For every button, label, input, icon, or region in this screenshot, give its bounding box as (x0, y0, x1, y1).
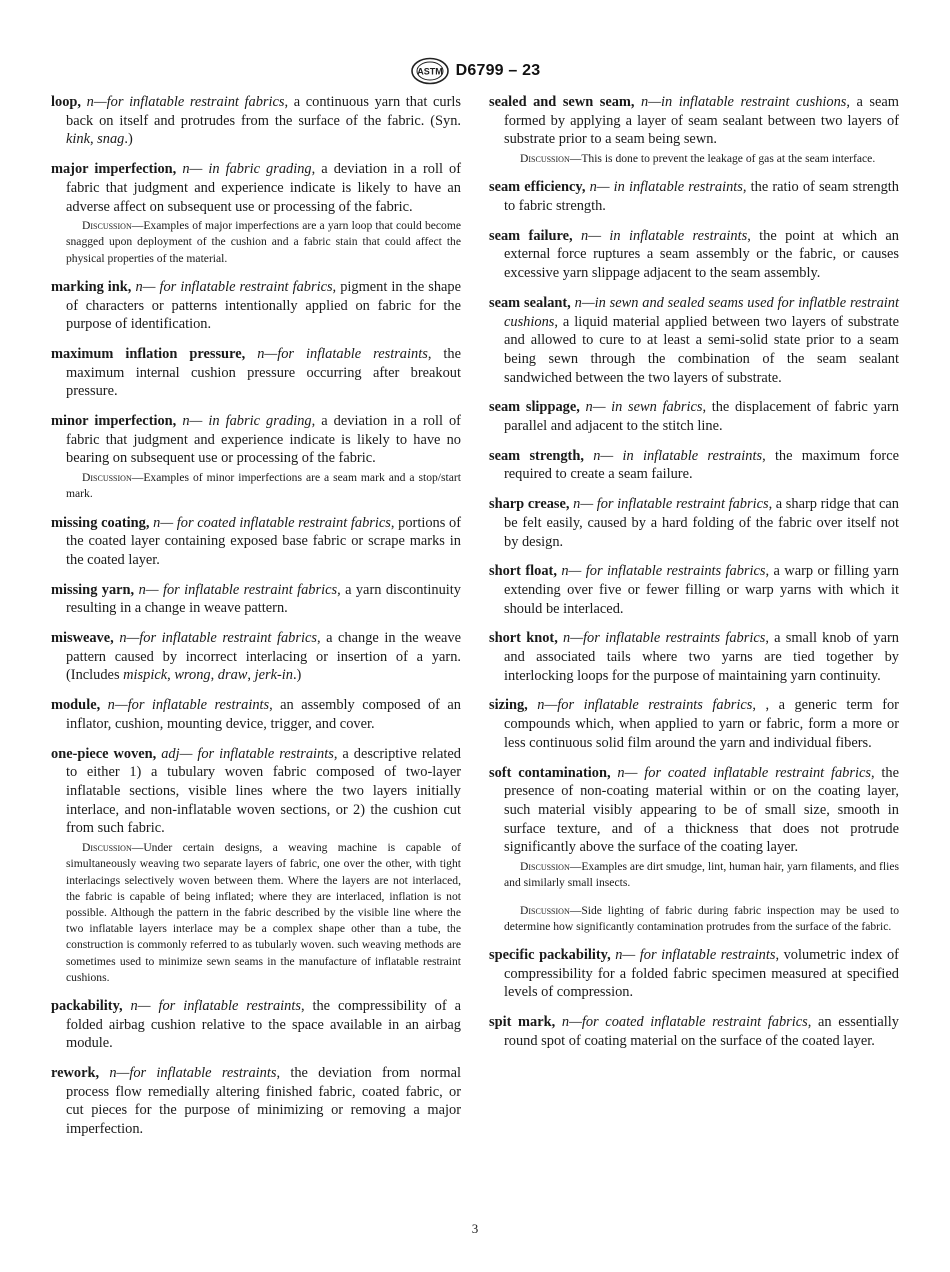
separator: , (247, 667, 255, 684)
qualifier: n— for coated inflatable restraint fabrics (617, 764, 871, 781)
definition: , , a generic term for compounds which, when applied to yarn or fabric, form a more or less continuous solid film around the yarn and individual fibers. (504, 697, 899, 751)
entry-sizing (489, 696, 899, 752)
right-column (489, 93, 899, 1061)
term: spit mark, (489, 1014, 556, 1031)
definition: , a yarn discontinuity resulting in a change in weave pattern. (66, 581, 461, 617)
term: missing yarn, (51, 581, 135, 598)
term: misweave, (51, 630, 114, 647)
page-header (0, 56, 950, 86)
entry-maximum-inflation-pressure (51, 345, 461, 401)
term: short float, (489, 563, 557, 580)
definition: , the point at which an external force ruptures a seam assembly or the fabric, or causes excessive yarn slippage adjacent to the seam assembly. (504, 227, 899, 282)
qualifier: n—for inflatable restraints (257, 345, 428, 362)
page-number: 3 (471, 1221, 479, 1236)
term: sealed and sewn seam, (489, 94, 635, 110)
qualifier: n—in sewn and sealed seams used for inflatble restraint cushions (504, 294, 899, 330)
term: sharp crease, (489, 496, 570, 513)
discussion-label: Discussion (520, 152, 570, 166)
entry-minor-imperfection (51, 412, 461, 468)
definition: , an essentially round spot of coating material on the surface of the coated layer. (504, 1014, 899, 1049)
document-designation: D6799 – 23 (455, 62, 541, 79)
definition: , a seam formed by applying a layer of seam sealant between two layers of substrate prior to a seam being sewn. (504, 94, 900, 148)
separator: , (210, 667, 218, 684)
entry-seam-sealant (489, 294, 899, 388)
separator: .) (124, 131, 133, 148)
qualifier: n— in sewn fabrics (585, 399, 703, 416)
definition: , a liquid material applied between two layers of substrate and allowed to cure to at least a semi-solid state prior to a seam being sewn through the combination of the seam sealant sandwiched between the two layers of substrate. (504, 313, 899, 386)
discussion-note (51, 470, 461, 502)
definition: pigment in the shape of characters or patterns intentionally applied on fabric for the purpose of identification. (66, 278, 462, 333)
term: seam sealant, (489, 294, 571, 311)
discussion-label: Discussion (82, 841, 132, 855)
entry-major-imperfection (51, 160, 461, 216)
discussion-label: Discussion (520, 860, 570, 874)
definition: , a descriptive related to either 1) a tubulary woven fabric composed of two-layer inflatable sections, visible lines where the two layers initially interlace, and non-inflatable woven sections, or 2) the cushion cut from such fabric. (66, 745, 461, 837)
term: one-piece woven, (51, 745, 157, 762)
qualifier: n— for inflatable restraint fabrics, (135, 278, 337, 295)
discussion-text: —Examples of minor imperfections are a seam mark and a stop/start mark. (66, 471, 461, 501)
term: loop, (51, 94, 81, 110)
qualifier: n—for coated inflatable restraint fabrics (561, 1014, 808, 1031)
qualifier: n— for coated inflatable restraint fabrics (153, 514, 391, 531)
definition: , volumetric index of compressibility for a folded fabric specimen measured at specified levels of compression. (504, 946, 899, 1001)
qualifier: n—in inflatable restraint cushions (641, 94, 847, 110)
term: packability, (51, 997, 123, 1014)
synonym: snag (97, 131, 125, 148)
astm-logo-icon (410, 57, 450, 85)
term: rework, (51, 1065, 100, 1082)
term: marking ink, (51, 278, 132, 295)
entry-seam-strength (489, 447, 899, 484)
qualifier: n— in inflatable restraints (589, 179, 743, 196)
term: seam failure, (489, 227, 573, 244)
entry-packability (51, 997, 461, 1053)
discussion-text: —Side lighting of fabric during fabric inspection may be used to determine how significantly contamination protrudes from the surface of the fabric. (504, 903, 899, 933)
qualifier: n—for inflatable restraints fabrics (563, 630, 766, 647)
discussion-text: —Under certain designs, a weaving machine is capable of simultaneously weaving two separate layers of fabric, one over the other, with tight interlacings selectively woven between them. Where the layers are not interlaced, the fabric is capable of being inflated; where they are interlaced, inflation is not possible. Although the pattern in the fabric described by the visible line where the two inflatable layers interlace may be a complex shape other than a tube, the construction is commonly referred to as tubularly woven. such weaving methods are sometimes used to minimize sewn seams in the manufacture of inflatable restraint cushions. (66, 841, 461, 984)
discussion-label: Discussion (82, 471, 132, 485)
definition: , a small knob of yarn and associated tails where two yarns are tied together by interlocking loops for the purpose of maintaining yarn continuity. (504, 630, 899, 684)
term: sizing, (489, 697, 528, 714)
entry-marking-ink (51, 278, 461, 334)
entry-missing-yarn (51, 581, 461, 618)
qualifier: adj— for inflatable restraints (161, 745, 334, 762)
separator: .) (292, 667, 302, 684)
term: seam strength, (489, 447, 584, 464)
definition: , the presence of non-coating material within or on the coating layer, such material visibly appearing to be of small size, smooth in surface texture, and of a thickness that does not protrude significantly above the surface of the coating layer. (504, 764, 899, 856)
qualifier: n— for inflatable restraints fabrics (561, 563, 766, 580)
discussion-note (489, 151, 899, 167)
qualifier: n— in fabric grading (182, 413, 312, 430)
term: maximum inflation pressure, (51, 345, 246, 362)
definition: , a continuous yarn that curls back on itself and protrudes from the surface of the fabric. (Syn. (66, 94, 461, 129)
qualifier: n—for inflatable restraint fabrics (86, 94, 285, 110)
entry-module (51, 696, 461, 733)
definition: , portions of the coated layer containing exposed base fabric or scrape marks in the coated layer. (66, 514, 461, 568)
discussion-note (489, 903, 899, 935)
definition: , an assembly composed of an inflator, cushion, mounting device, trigger, and cover. (66, 697, 461, 732)
entry-short-float (489, 562, 899, 618)
entry-seam-slippage (489, 398, 899, 435)
definition: , a change in the weave pattern caused by incorrect interlacing or insertion of a yarn. (Includes (66, 630, 461, 684)
separator: , (167, 667, 175, 684)
discussion-text: —This is done to prevent the leakage of gas at the seam interface. (569, 152, 876, 166)
definition: , a sharp ridge that can be felt easily, caused by a hard folding of the fabric over itself not by design. (504, 496, 899, 550)
term: major imperfection, (51, 161, 177, 178)
discussion-note (51, 218, 461, 267)
entry-short-knot (489, 629, 899, 685)
qualifier: n— for inflatable restraint fabrics (573, 496, 769, 513)
term: minor imperfection, (51, 413, 177, 430)
discussion-note (51, 840, 461, 986)
included-term: jerk-in (254, 667, 293, 684)
svg-text:ASTM: ASTM (416, 66, 443, 77)
term: seam slippage, (489, 399, 580, 416)
qualifier: n— for inflatable restraints (130, 997, 301, 1014)
entry-misweave (51, 629, 461, 685)
discussion-text: —Examples are dirt smudge, lint, human hair, yarn filaments, and flies and similarly small insects. (504, 860, 899, 890)
left-column (51, 93, 461, 1150)
qualifier: n—for inflatable restraint fabrics (119, 630, 317, 647)
definition: , the compressibility of a folded airbag cushion relative to the space available in an airbag module. (66, 997, 461, 1052)
definition: , the displacement of fabric yarn parallel and adjacent to the stitch line. (504, 399, 900, 435)
term: missing coating, (51, 514, 150, 531)
included-term: draw (217, 667, 248, 684)
term: short knot, (489, 630, 558, 647)
term: soft contamination, (489, 764, 611, 781)
entry-loop (51, 93, 461, 149)
entry-missing-coating (51, 514, 461, 570)
definition: , a deviation in a roll of fabric that judgment and experience indicate is likely to have no bearing on subsequent use or processing of the fabric. (66, 413, 461, 467)
discussion-text: —Examples of major imperfections are a yarn loop that could become snagged upon deployment of the cushion and a fabric stain that could affect the physical properties of the material. (66, 219, 461, 265)
included-term: mispick (123, 667, 168, 684)
term: specific packability, (489, 946, 611, 963)
entry-rework (51, 1064, 461, 1139)
qualifier: n— in inflatable restraints (581, 227, 748, 244)
entry-one-piece-woven (51, 745, 461, 839)
entry-soft-contamination (489, 764, 899, 858)
entry-seam-efficiency (489, 178, 899, 215)
qualifier: n—for inflatable restraints (107, 697, 270, 714)
definition: , the maximum force required to create a seam failure. (504, 447, 899, 483)
entry-specific-packability (489, 946, 899, 1002)
definition: , the ratio of seam strength to fabric strength. (504, 179, 899, 215)
qualifier: n—for inflatable restraints fabrics (537, 697, 753, 714)
qualifier: n— in inflatable restraints (593, 447, 763, 464)
definition: , a warp or filling yarn extending over five or fewer filling or warp yarns with which it should be interlaced. (504, 563, 899, 617)
qualifier: n— for inflatable restraints (615, 946, 776, 963)
separator: , (89, 131, 98, 148)
discussion-label: Discussion (520, 903, 570, 917)
qualifier: n—for inflatable restraints (109, 1065, 277, 1082)
synonym: kink (66, 131, 90, 148)
definition: , a deviation in a roll of fabric that judgment and experience indicate is likely to have an adverse affect on subsequent use or processing of the fabric. (66, 161, 461, 215)
entry-sealed-and-sewn-seam (489, 93, 899, 149)
qualifier: n— in fabric grading (182, 161, 312, 178)
qualifier: n— for inflatable restraint fabrics (138, 581, 338, 598)
entry-spit-mark (489, 1013, 899, 1050)
term: module, (51, 697, 101, 714)
included-term: wrong (174, 667, 211, 684)
term: seam efficiency, (489, 179, 586, 196)
definition: , the maximum internal cushion pressure occurring after breakout pressure. (66, 345, 461, 400)
discussion-note (489, 859, 899, 891)
definition: , the deviation from normal process flow remedially altering finished fabric, coated fabric, or cut pieces for the purpose of minimizing or removing a major imperfection. (66, 1065, 461, 1138)
entry-sharp-crease (489, 495, 899, 551)
discussion-label: Discussion (82, 219, 132, 233)
entry-seam-failure (489, 227, 899, 283)
